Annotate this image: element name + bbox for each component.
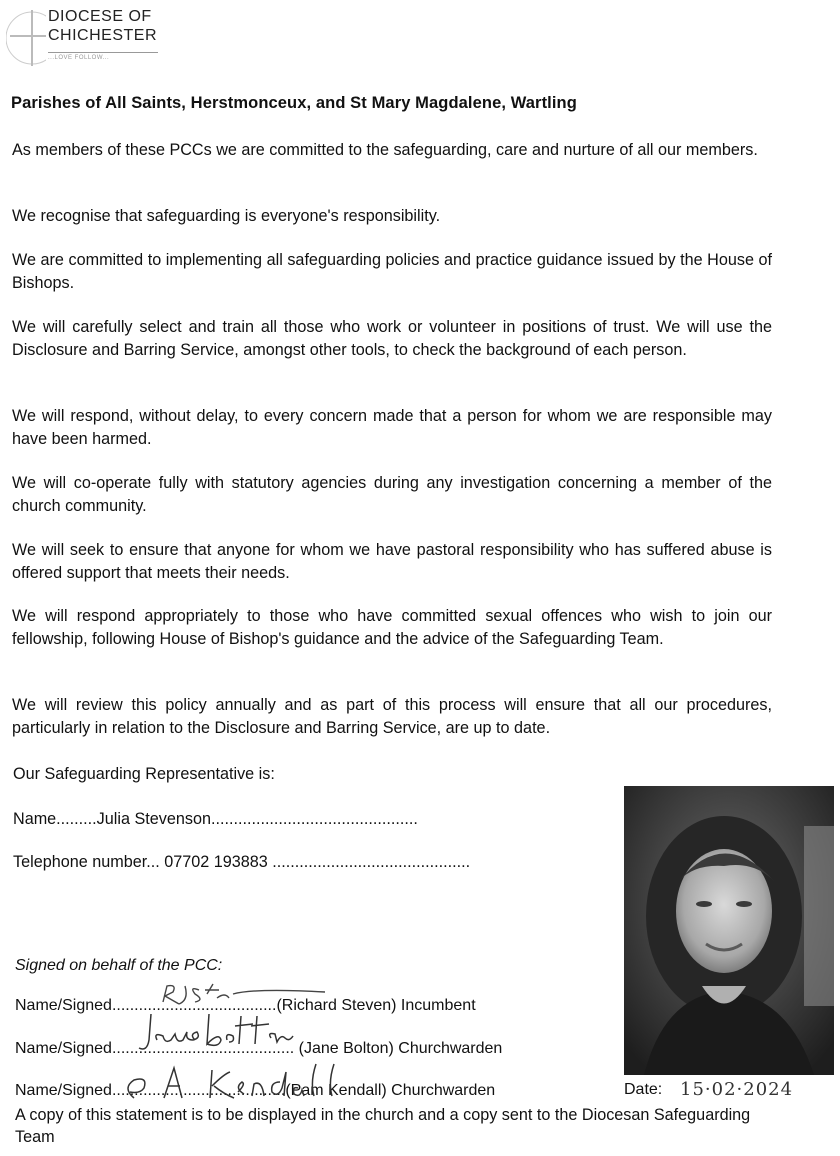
paragraph-cooperate: We will co-operate fully with statutory agencies during any investigation concerning a member of the church community. bbox=[12, 474, 772, 515]
signature-row-label: Name/Signed bbox=[15, 1040, 112, 1057]
paragraph-commitment: As members of these PCCs we are committed to the safeguarding, care and nurture of all our members. bbox=[12, 141, 758, 159]
date-value: 15·02·2024 bbox=[680, 1079, 794, 1100]
phone-dots: ............................................ bbox=[272, 853, 471, 871]
signatory-role: (Pam Kendall) Churchwarden bbox=[285, 1082, 496, 1099]
signature-jane-bolton bbox=[135, 1010, 325, 1058]
logo-tagline: ...LOVE FOLLOW... bbox=[48, 55, 110, 61]
signature-pam-kendall bbox=[120, 1058, 370, 1104]
diocese-logo bbox=[6, 6, 166, 68]
signed-on-behalf-label: Signed on behalf of the PCC: bbox=[15, 957, 223, 974]
signature-dots: ....................................... bbox=[111, 1082, 286, 1099]
document-heading: Parishes of All Saints, Herstmonceux, and St Mary Magdalene, Wartling bbox=[11, 94, 577, 112]
date-label: Date: bbox=[624, 1081, 663, 1098]
representative-photo bbox=[624, 786, 834, 1075]
name-label: Name......... bbox=[13, 810, 97, 828]
representative-phone: 07702 193883 bbox=[159, 853, 273, 871]
representative-name-field bbox=[13, 810, 418, 829]
paragraph-offenders: We will respond appropriately to those who have committed sexual offences who wish to join our fellowship, following House of Bishop's guidance and the advice of the Safeguarding Team. bbox=[12, 607, 772, 648]
paragraph-review: We will review this policy annually and as part of this process will ensure that all our procedures, particularly in relation to the Disclosure and Barring Service, are up to date. bbox=[12, 696, 772, 737]
paragraph-policies: We are committed to implementing all safeguarding policies and practice guidance issued by the House of Bishops. bbox=[12, 251, 772, 292]
signature-dots: ......................................... bbox=[111, 1040, 295, 1057]
paragraph-responsibility: We recognise that safeguarding is everyone's responsibility. bbox=[12, 207, 441, 225]
signature-dots: ..................................... bbox=[111, 997, 277, 1014]
name-dots: .............................................. bbox=[210, 810, 418, 828]
logo-divider bbox=[48, 52, 158, 53]
phone-label: Telephone number... bbox=[13, 853, 160, 871]
signatory-role: (Richard Steven) Incumbent bbox=[276, 997, 476, 1014]
signatory-role: (Jane Bolton) Churchwarden bbox=[294, 1040, 503, 1057]
representative-label: Our Safeguarding Representative is: bbox=[13, 765, 275, 783]
signature-row-label: Name/Signed bbox=[15, 1082, 112, 1099]
signature-row-label: Name/Signed bbox=[15, 997, 112, 1014]
logo-line-2: CHICHESTER bbox=[48, 27, 158, 44]
signature-richard-steven bbox=[155, 980, 335, 1010]
logo-line-1: DIOCESE OF bbox=[48, 8, 152, 25]
paragraph-selection: We will carefully select and train all those who work or volunteer in positions of trust. We will use the Disclosure and Barring Service, amongst other tools, to check the background of each person. bbox=[12, 318, 772, 359]
representative-phone-field bbox=[13, 853, 470, 872]
representative-name: Julia Stevenson bbox=[96, 810, 211, 828]
footer-note: A copy of this statement is to be displayed in the church and a copy sent to the Diocesan Safeguarding Team bbox=[15, 1106, 751, 1146]
cross-emblem-icon bbox=[6, 6, 46, 68]
paragraph-support: We will seek to ensure that anyone for whom we have pastoral responsibility who has suffered abuse is offered support that meets their needs. bbox=[12, 541, 772, 582]
paragraph-respond: We will respond, without delay, to every concern made that a person for whom we are responsible may have been harmed. bbox=[12, 407, 772, 448]
